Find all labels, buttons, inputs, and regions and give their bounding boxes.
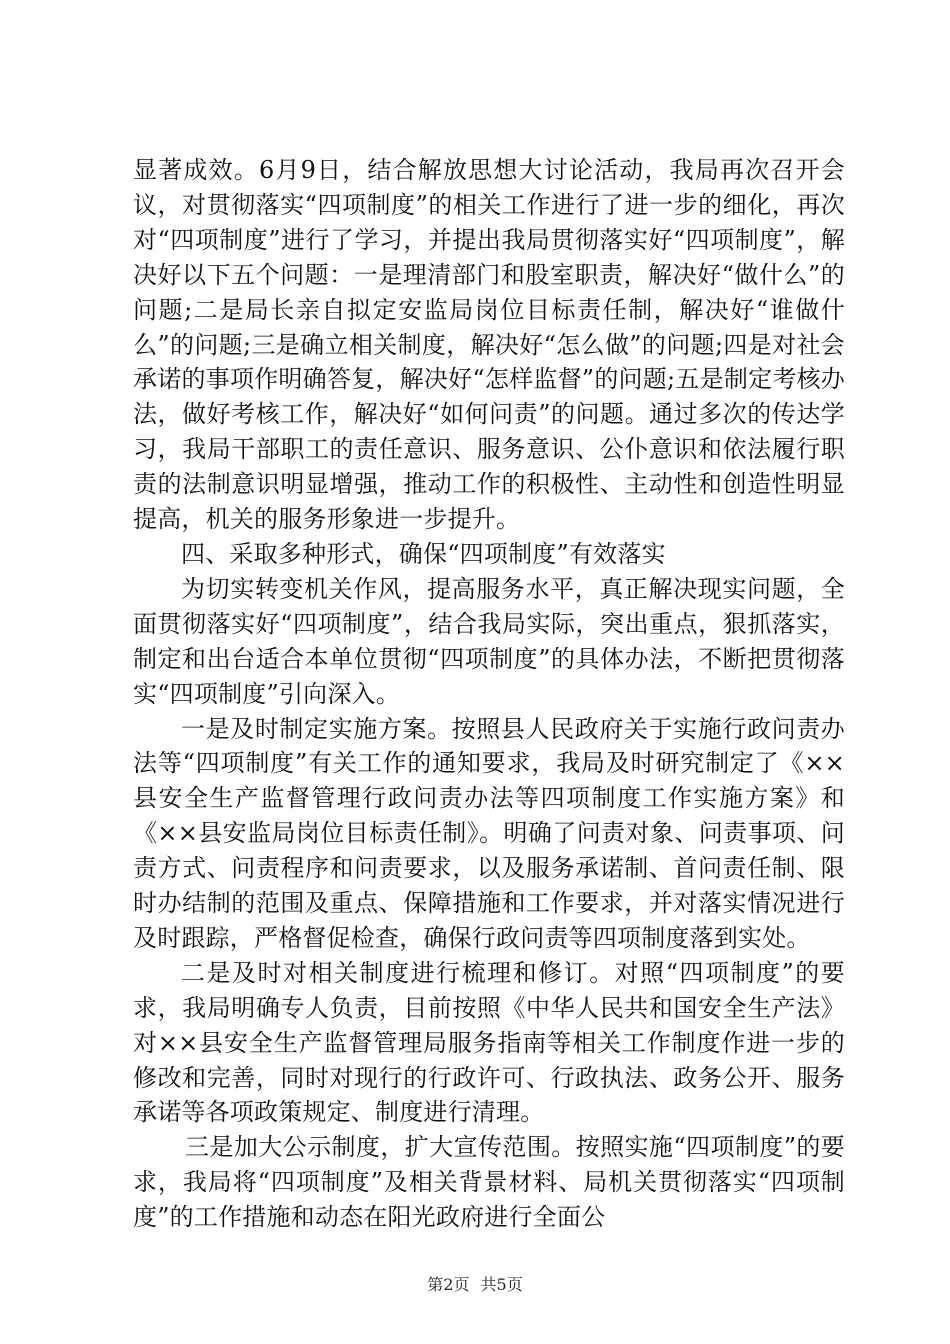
paragraph-continuation: 显著成效。6月9日，结合解放思想大讨论活动，我局再次召开会议，对贯彻落实“四项制度”的相关工作进行了进一步的细化，再次对“四项制度”进行了学习，并提出我局贯彻落实好“四项制度”，解决好以下五个问题：一是理清部门和股室职责，解决好“做什么”的问题;二是局长亲自拟定安监局岗位目标责任制，解决好“谁做什么”的问题;三是确立相关制度，解决好“怎么做”的问题;四是对社会承诺的事项作明确答复，解决好“怎样监督”的问题;五是制定考核办法，做好考核工作，解决好“如何问责”的问题。通过多次的传达学习，我局干部职工的责任意识、服务意识、公仆意识和依法履行职责的法制意识明显增强，推动工作的积极性、主动性和创造性明显提高，机关的服务形象进一步提升。	[133, 156, 845, 534]
section-heading: 四、采取多种形式，确保“四项制度”有效落实	[181, 539, 666, 568]
page-total: 共5页	[480, 1275, 523, 1294]
paragraph-item-two: 二是及时对相关制度进行梳理和修订。对照“四项制度”的要求，我局明确专人负责，目前按照《中华人民共和国安全生产法》对××县安全生产监督管理局服务指南等相关工作制度作进一步的修改和完善，同时对现行的行政许可、行政执法、政务公开、服务承诺等各项政策规定、制度进行清理。	[133, 958, 845, 1127]
paragraph-item-one: 一是及时制定实施方案。按照县人民政府关于实施行政问责办法等“四项制度”有关工作的通知要求，我局及时研究制定了《××县安全生产监督管理行政问责办法等四项制度工作实施方案》和《××县安监局岗位目标责任制》。明确了问责对象、问责事项、问责方式、问责程序和问责要求，以及服务承诺制、首问责任制、限时办结制的范围及重点、保障措施和工作要求，并对落实情况进行及时跟踪，严格督促检查，确保行政问责等四项制度落到实处。	[133, 714, 845, 952]
document-body	[133, 153, 845, 1235]
page-number: 第2页	[427, 1275, 470, 1294]
paragraph-intro: 为切实转变机关作风，提高服务水平，真正解决现实问题，全面贯彻落实好“四项制度”，结合我局实际，突出重点，狠抓落实，制定和出台适合本单位贯彻“四项制度”的具体办法，不断把贯彻落实“四项制度”引向深入。	[133, 574, 845, 708]
paragraph-item-three: 三是加大公示制度，扩大宣传范围。按照实施“四项制度”的要求，我局将“四项制度”及相关背景材料、局机关贯彻落实“四项制度”的工作措施和动态在阳光政府进行全面公	[133, 1133, 845, 1232]
page-footer	[0, 1272, 950, 1295]
